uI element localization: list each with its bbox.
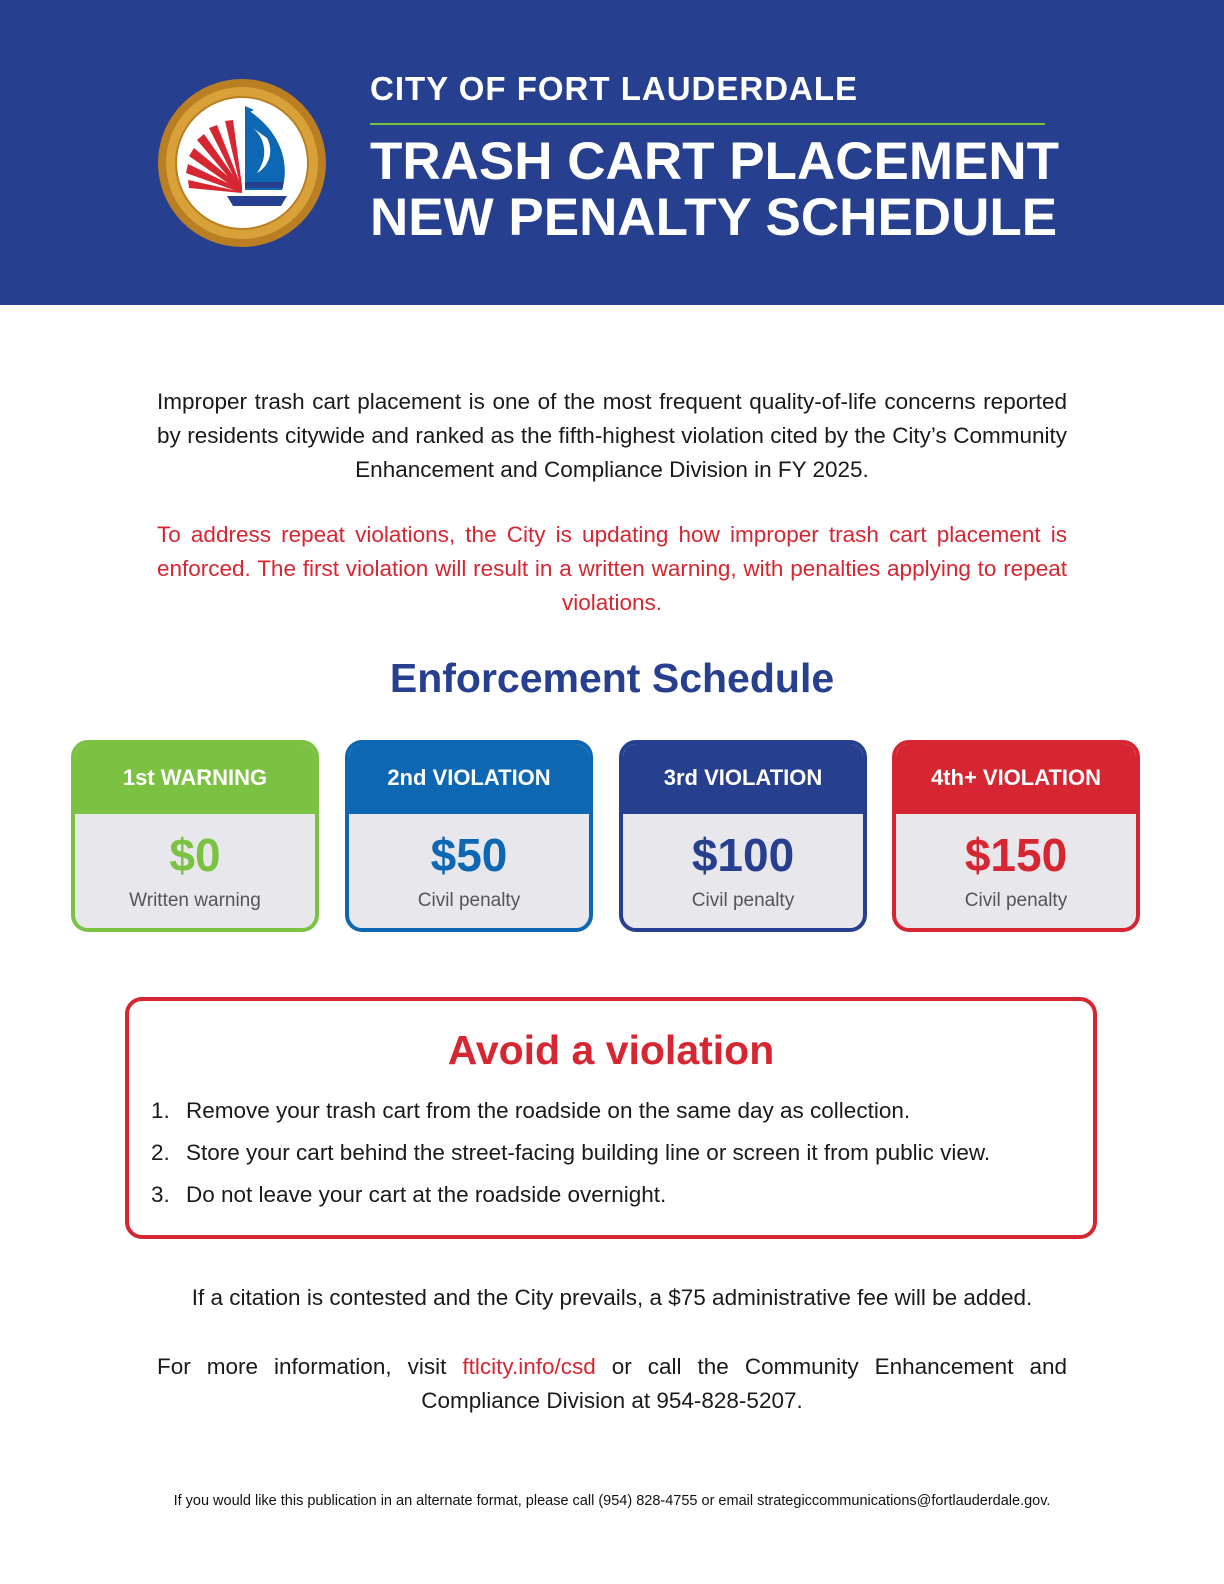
list-item xyxy=(151,1174,990,1216)
org-name: CITY OF FORT LAUDERDALE xyxy=(370,70,859,107)
card-description: Civil penalty xyxy=(417,890,521,911)
item-text: Do not leave your cart at the roadside overnight. xyxy=(186,1182,667,1207)
item-number: 2. xyxy=(151,1140,170,1165)
item-text: Store your cart behind the street-facing building line or screen it from public view. xyxy=(186,1140,991,1165)
card-amount: $100 xyxy=(691,829,795,881)
avoid-violation-box xyxy=(125,997,1097,1239)
header-banner xyxy=(0,0,1224,305)
card-amount: $150 xyxy=(964,829,1068,881)
tips-list xyxy=(151,1090,990,1216)
penalty-card-3rd-violation xyxy=(619,740,867,932)
fee-note: If a citation is contested and the City prevails, a $75 administrative fee will be added. xyxy=(191,1285,1033,1310)
page-title xyxy=(370,134,1059,246)
title-line-2: NEW PENALTY SCHEDULE xyxy=(370,188,1058,247)
intro-paragraph: Improper trash cart placement is one of the most frequent quality-of-life concerns reported by residents citywide and ranked as the fifth-highest violation cited by the City’s Community Enhancement and Compliance Division in FY 2025. xyxy=(157,389,1067,482)
item-number: 3. xyxy=(151,1182,170,1207)
list-item xyxy=(151,1090,990,1132)
avoid-title: Avoid a violation xyxy=(447,1027,775,1073)
card-description: Written warning xyxy=(129,890,261,911)
card-description: Civil penalty xyxy=(964,890,1068,911)
enforcement-notice: To address repeat violations, the City is updating how improper trash cart placement is enforced. The first violation will result in a written warning, with penalties applying to repeat violations. xyxy=(157,522,1067,615)
card-label: 1st WARNING xyxy=(75,744,315,814)
card-label: 2nd VIOLATION xyxy=(349,744,589,814)
card-description: Civil penalty xyxy=(691,890,795,911)
card-amount: $50 xyxy=(430,829,508,881)
card-label: 3rd VIOLATION xyxy=(623,744,863,814)
card-amount: $0 xyxy=(169,829,221,881)
schedule-title: Enforcement Schedule xyxy=(389,655,835,701)
list-item xyxy=(151,1132,990,1174)
title-line-1: TRASH CART PLACEMENT xyxy=(370,132,1059,191)
card-label: 4th+ VIOLATION xyxy=(896,744,1136,814)
info-link[interactable]: ftlcity.info/csd xyxy=(462,1354,596,1379)
footer-note: If you would like this publication in an alternate format, please call (954) 828-4755 or email strategiccommunications@fortlauderdale.gov. xyxy=(173,1493,1051,1509)
item-number: 1. xyxy=(151,1098,170,1123)
penalty-card-2nd-violation xyxy=(345,740,593,932)
item-text: Remove your trash cart from the roadside on the same day as collection. xyxy=(186,1098,911,1123)
penalty-card-1st-warning xyxy=(71,740,319,932)
header-divider xyxy=(370,123,1045,125)
more-info xyxy=(157,1350,1067,1418)
city-seal-icon xyxy=(157,78,327,248)
more-info-suffix: or call the Community Enhancement and Compliance Division at 954-828-5207. xyxy=(421,1354,1067,1413)
penalty-card-4th-violation xyxy=(892,740,1140,932)
more-info-prefix: For more information, visit xyxy=(157,1354,463,1379)
